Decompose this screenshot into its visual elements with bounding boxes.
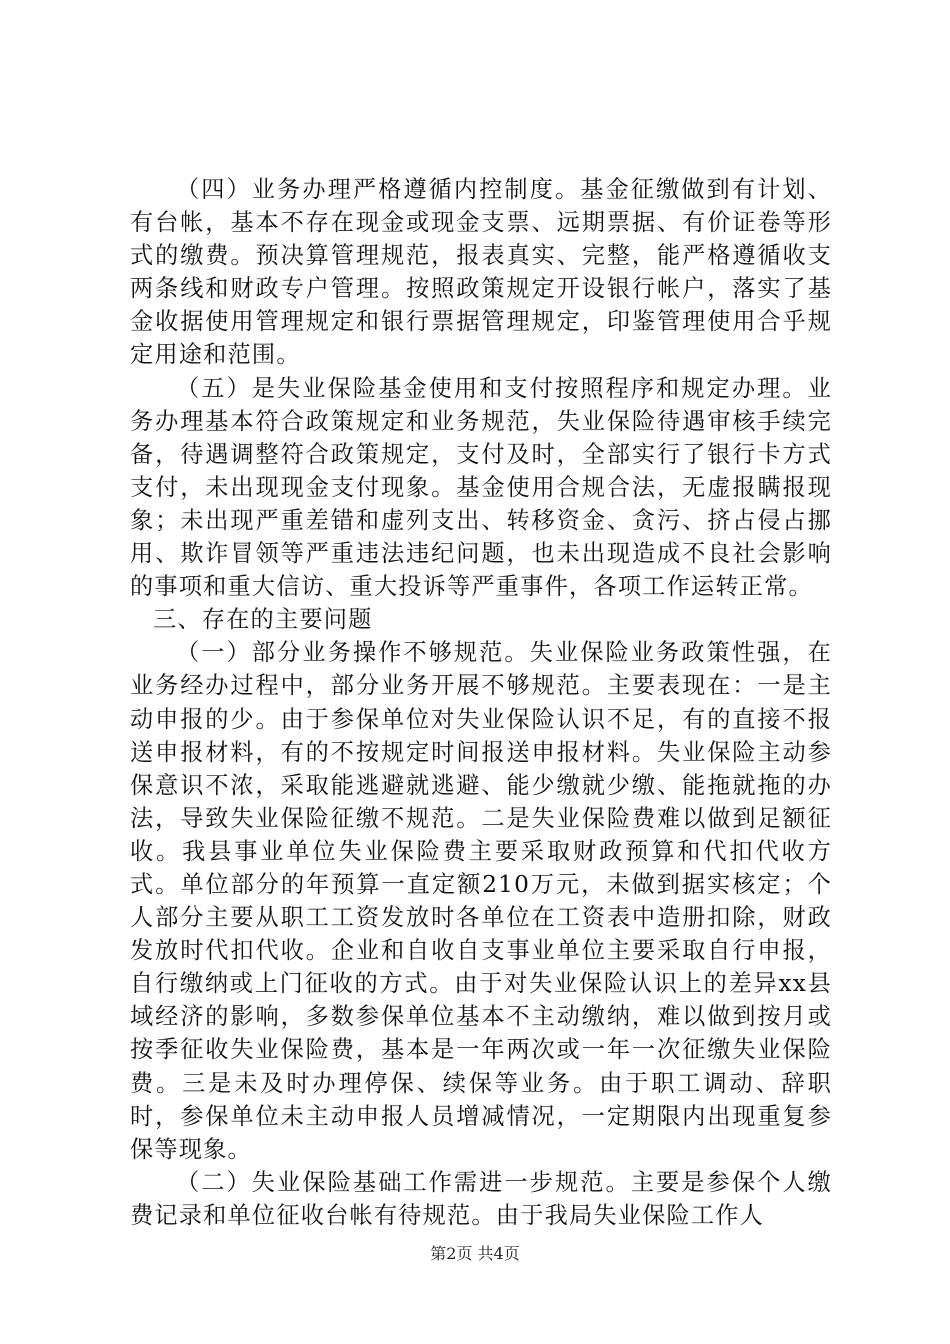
paragraph-5-fund-usage: （五）是失业保险基金使用和支付按照程序和规定办理。业务办理基本符合政策规定和业务规范，失业保险待遇审核手续完备，待遇调整符合政策规定，支付及时，全部实行了银行卡方式支付，未出现现金支付现象。基金使用合规合法，无虚报瞒报现象；未出现严重差错和虚列支出、转移资金、贪污、挤占侵占挪用、欺诈冒领等严重违法违纪问题，也未出现造成不良社会影响的事项和重大信访、重大投诉等严重事件，各项工作运转正常。 <box>130 374 832 601</box>
paragraph-4-internal-control: （四）业务办理严格遵循内控制度。基金征缴做到有计划、有台帐，基本不存在现金或现金支票、远期票据、有价证卷等形式的缴费。预决算管理规范，报表真实、完整，能严格遵循收支两条线和财政专户管理。按照政策规定开设银行帐户，落实了基金收据使用管理规定和银行票据管理规定，印鉴管理使用合乎规定用途和范围。 <box>130 176 832 369</box>
page-footer <box>0 1244 950 1264</box>
page-number-label: 第2页 共4页 <box>430 1244 520 1263</box>
document-body <box>130 173 832 1232</box>
section-heading-main-problems: 三、存在的主要问题 <box>153 606 373 634</box>
paragraph-problem-1: （一）部分业务操作不够规范。失业保险业务政策性强，在业务经办过程中，部分业务开展不够规范。主要表现在：一是主动申报的少。由于参保单位对失业保险认识不足，有的直接不报送申报材料，有的不按规定时间报送申报材料。失业保险主动参保意识不浓，采取能逃避就逃避、能少缴就少缴、能拖就拖的办法，导致失业保险征缴不规范。二是失业保险费难以做到足额征收。我县事业单位失业保险费主要采取财政预算和代扣代收方式。单位部分的年预算一直定额210万元，未做到据实核定；个人部分主要从职工工资发放时各单位在工资表中造册扣除，财政发放时代扣代收。企业和自收自支事业单位主要采取自行申报，自行缴纳或上门征收的方式。由于对失业保险认识上的差异xx县域经济的影响，多数参保单位基本不主动缴纳，难以做到按月或按季征收失业保险费，基本是一年两次或一年一次征缴失业保险费。三是未及时办理停保、续保等业务。由于职工调动、辞职时，参保单位未主动申报人员增减情况，一定期限内出现重复参保等现象。 <box>130 639 832 1163</box>
paragraph-problem-2: （二）失业保险基础工作需进一步规范。主要是参保个人缴费记录和单位征收台帐有待规范。由于我局失业保险工作人 <box>130 1168 832 1229</box>
